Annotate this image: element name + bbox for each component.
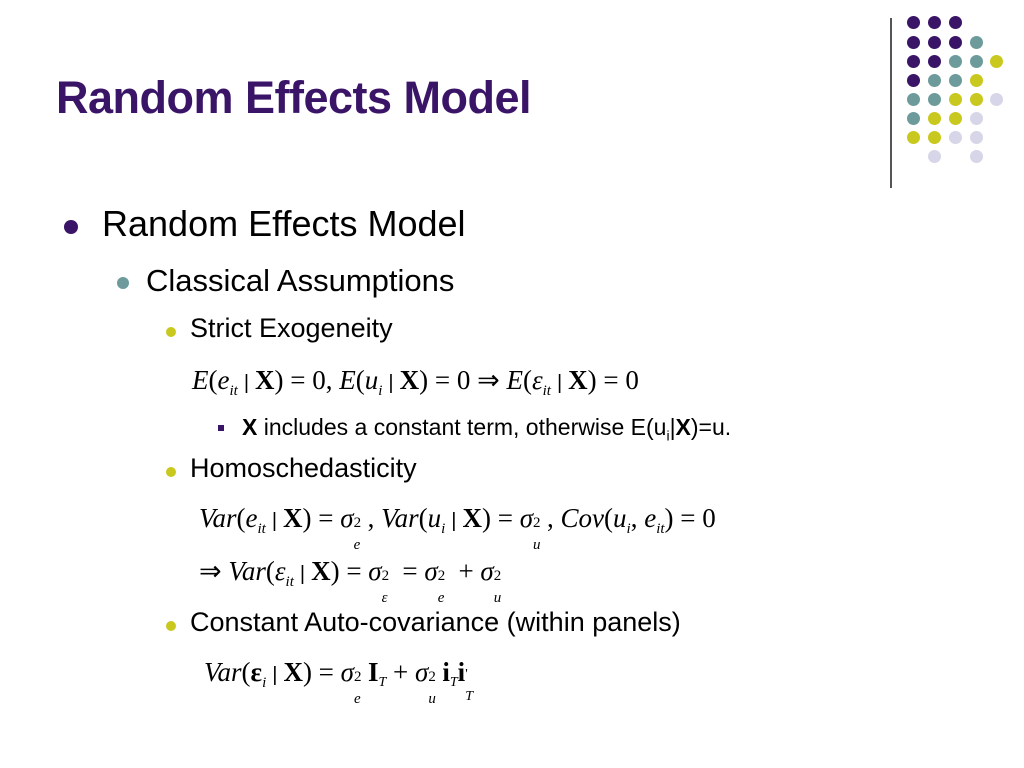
bullet-icon — [117, 277, 129, 289]
equation-autocovariance: $Var(\varepsilon_i$ | X) = σ 2 e IT + σ 2 u iTi ' T — [204, 657, 473, 707]
bullet-icon — [64, 220, 78, 234]
note-bold-x2: X — [675, 414, 691, 440]
decorative-dot — [928, 150, 941, 163]
decorative-dot — [907, 16, 920, 29]
note-bold-x: X — [242, 414, 258, 440]
note-bar: | — [669, 414, 676, 440]
equation-variance-assumptions: $Var(e_{it}$ | X) = σ 2 e , $Var(u_i$ | X) = σ 2 u , $Cov(u_i$, $e_{it}) = 0$ — [199, 503, 716, 553]
note-tail: )=u. — [690, 414, 732, 440]
decorative-dot — [928, 36, 941, 49]
decorative-dot — [949, 36, 962, 49]
decorative-dot — [928, 112, 941, 125]
bullet-icon — [166, 621, 176, 631]
decorative-dot — [949, 131, 962, 144]
decorative-dot — [970, 131, 983, 144]
decorative-dot — [970, 93, 983, 106]
decorative-dot — [970, 36, 983, 49]
decorative-dot — [970, 55, 983, 68]
decorative-dot — [990, 55, 1003, 68]
decorative-dot — [907, 36, 920, 49]
decorative-dot — [949, 55, 962, 68]
decorative-dot — [907, 74, 920, 87]
decorative-dot — [928, 74, 941, 87]
bullet-homoschedasticity: Homoschedasticity — [190, 453, 417, 483]
bullet-icon — [166, 327, 176, 337]
bullet-constant-autocovariance: Constant Auto-covariance (within panels) — [190, 607, 681, 637]
decorative-dot — [907, 93, 920, 106]
decorative-dot — [949, 93, 962, 106]
bullet-strict-exogeneity: Strict Exogeneity — [190, 313, 393, 343]
square-bullet-icon — [218, 425, 224, 431]
note-text: includes a constant term, otherwise E(u — [257, 414, 667, 440]
decorative-dot — [990, 93, 1003, 106]
bullet-icon — [166, 467, 176, 477]
equation-composite-variance: ⇒ $Var(\varepsilon_{it}$ | X) = σ 2 ε = σ 2 e + σ 2 u — [199, 556, 502, 606]
decorative-dot — [949, 112, 962, 125]
decorative-dot — [970, 74, 983, 87]
decorative-dot — [970, 150, 983, 163]
decorative-dot — [970, 112, 983, 125]
decorative-dot — [928, 16, 941, 29]
note-sub-i: i — [666, 427, 670, 444]
bullet-random-effects-model: Random Effects Model — [102, 203, 466, 244]
slide-title: Random Effects Model — [56, 72, 532, 123]
note-constant-term — [242, 414, 731, 444]
decorative-dot — [928, 131, 941, 144]
title-divider-line — [890, 18, 892, 188]
decorative-dot — [907, 131, 920, 144]
decorative-dot — [928, 93, 941, 106]
decorative-dot — [928, 55, 941, 68]
decorative-dot — [949, 74, 962, 87]
decorative-dot — [907, 55, 920, 68]
decorative-dot — [907, 112, 920, 125]
equation-strict-exogeneity: $E(e_{it}$ | X) = 0, $E(u_i$ | X) = 0 ⇒ $E(\varepsilon_{it}$ | X) = 0 — [192, 365, 639, 399]
bullet-classical-assumptions: Classical Assumptions — [146, 263, 455, 298]
decorative-dot — [949, 16, 962, 29]
